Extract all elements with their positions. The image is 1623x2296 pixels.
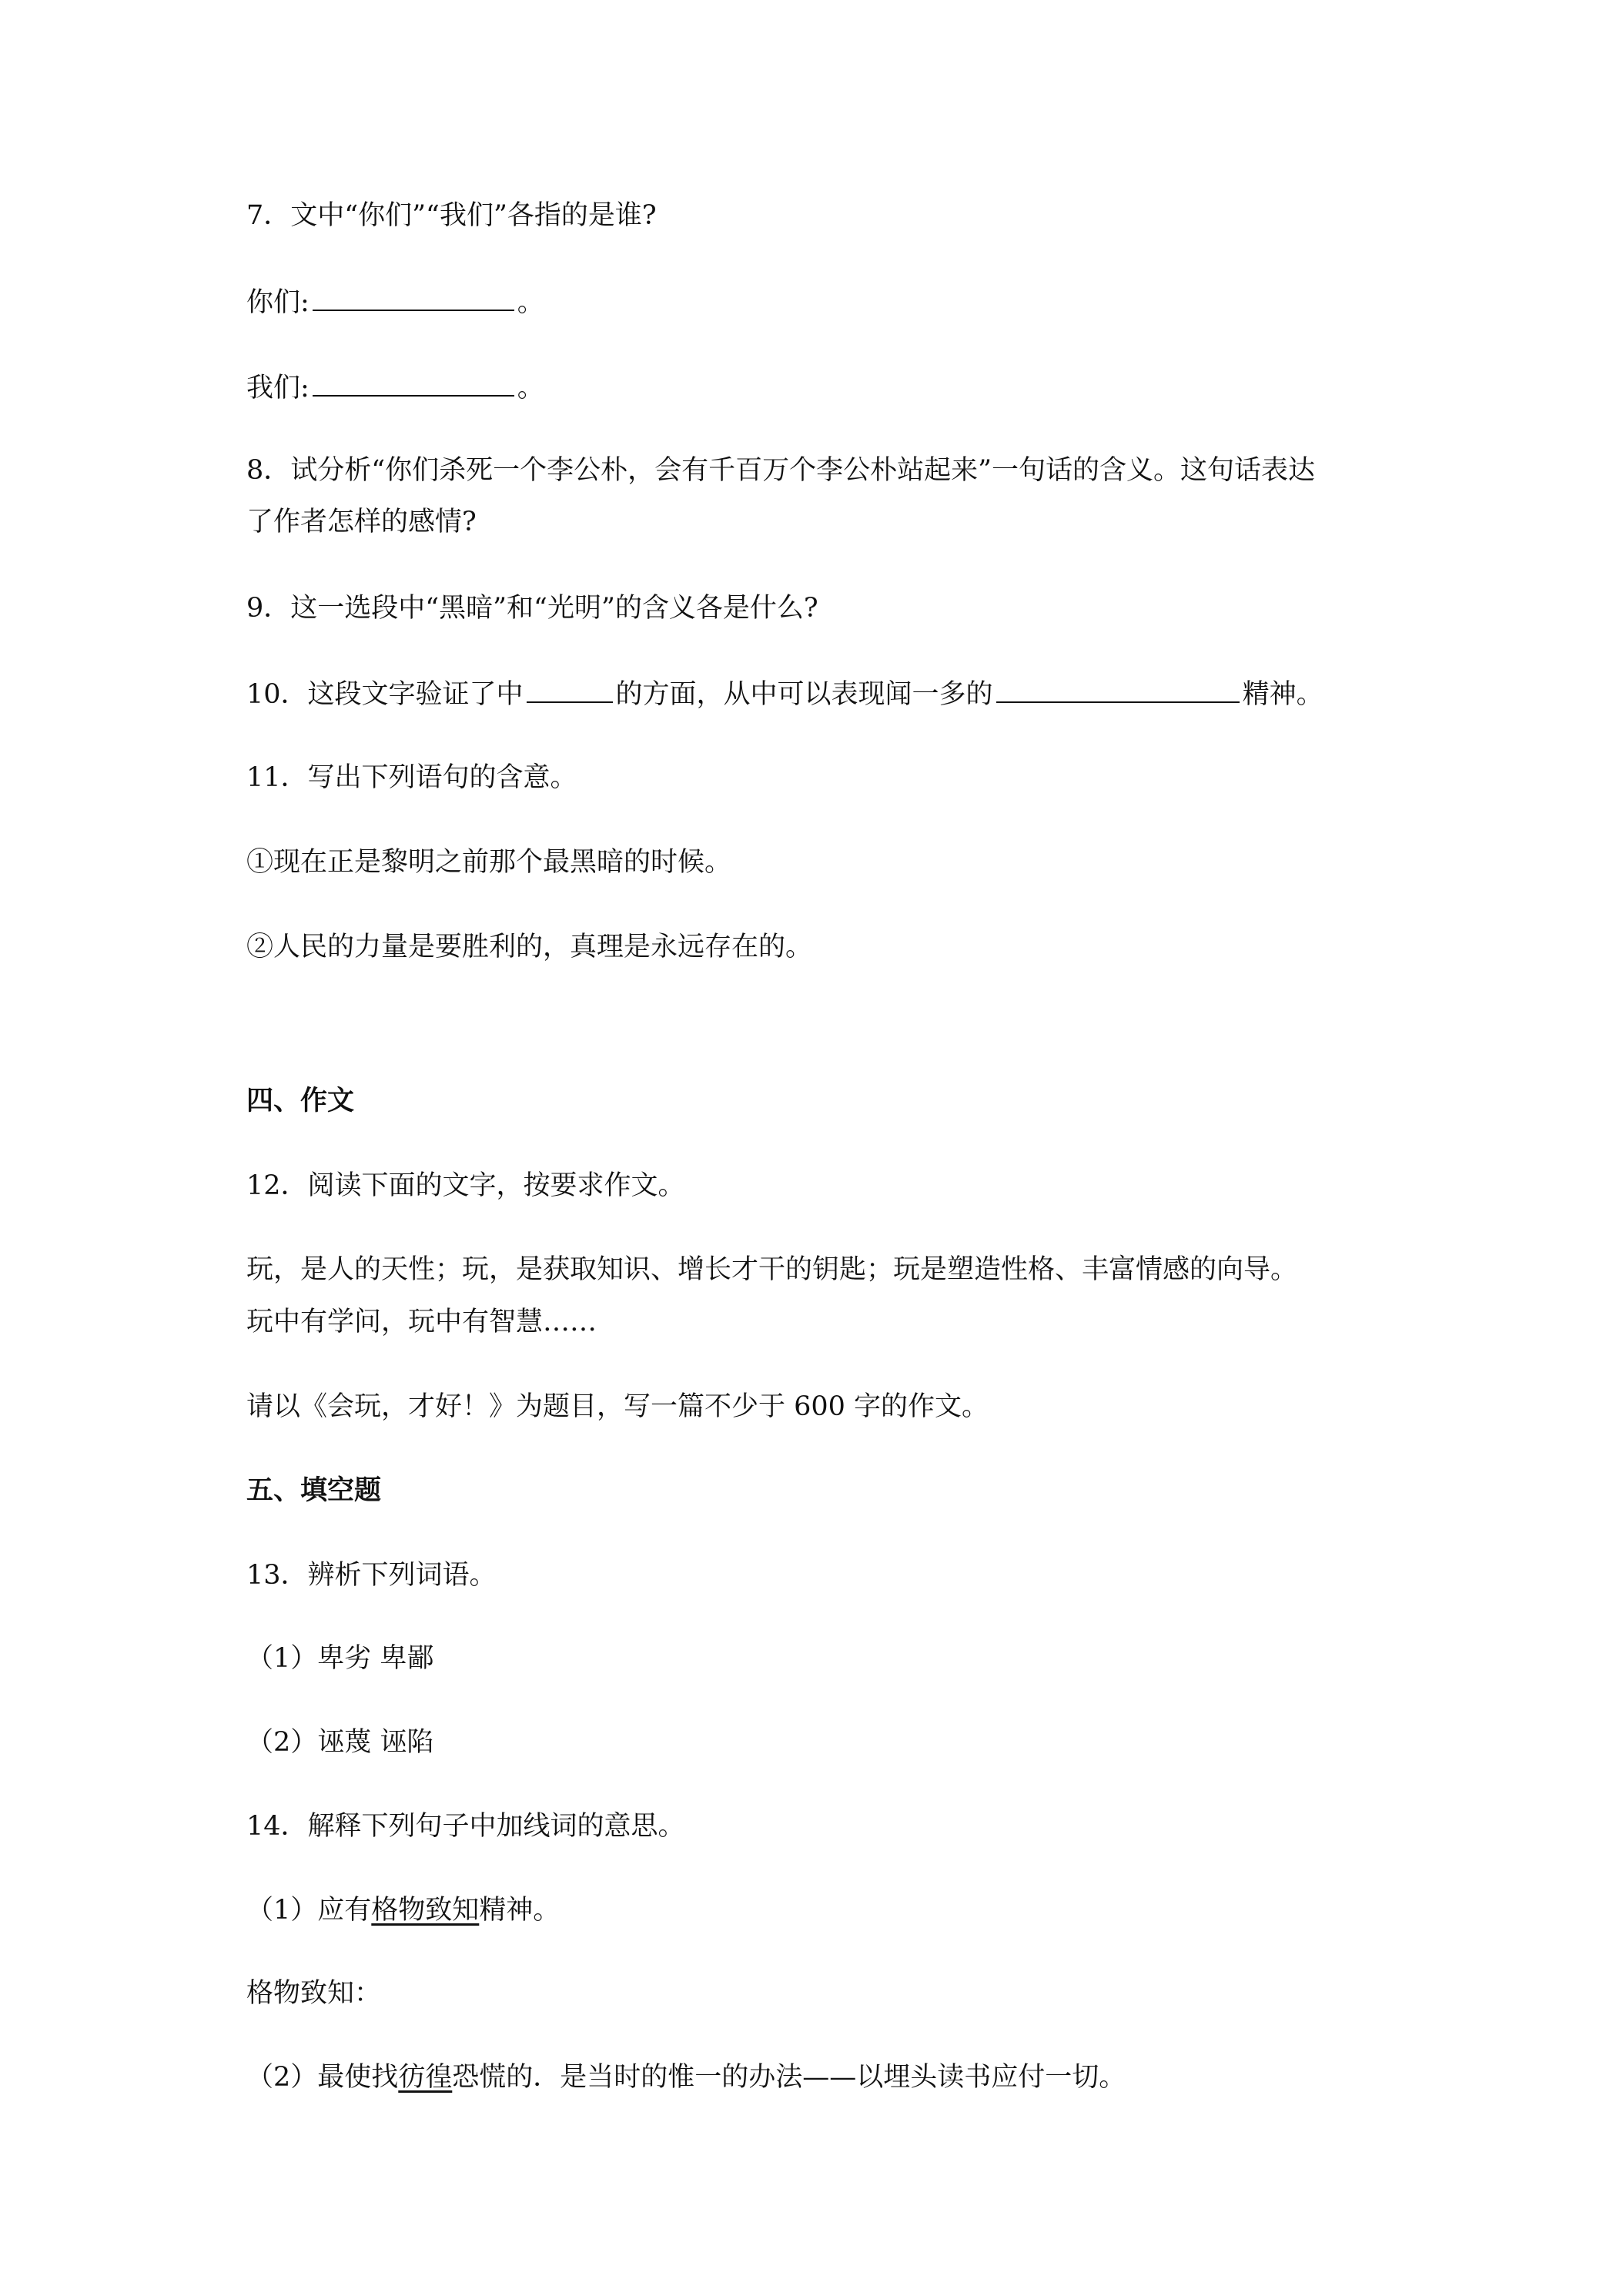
q10-blank-2[interactable]	[996, 674, 1240, 703]
q14-item-1	[246, 1890, 1392, 1930]
q11-sentence-1: ①现在正是黎明之前那个最黑暗的时候。	[246, 847, 732, 878]
question-12: 12．阅读下面的文字，按要求作文。	[246, 1170, 685, 1201]
q14-item-1-underlined-word: 格物致知	[371, 1895, 480, 1926]
section-heading-composition: 四、作文	[246, 1086, 355, 1116]
q11-sentence-2: ②人民的力量是要胜利的，真理是永远存在的。	[246, 932, 813, 962]
q7-answer-1-end: 。	[517, 287, 544, 318]
q14-item-2-suffix: 恐慌的．是当时的惟一的办法——以埋头读书应付一切。	[452, 2062, 1126, 2093]
question-13: 13．辨析下列词语。	[246, 1560, 497, 1591]
section-heading-fill-blank: 五、填空题	[246, 1475, 382, 1506]
question-10-part-3: 精神。	[1242, 679, 1323, 710]
q13-item-2: （2）诬蔑 诬陷	[246, 1727, 434, 1758]
question-10-part-1: 10．这段文字验证了中	[246, 679, 524, 710]
question-10-part-2: 的方面，从中可以表现闻一多的	[615, 679, 993, 710]
q12-paragraph-1-line-1: 玩，是人的天性；玩，是获取知识、增长才干的钥匙；玩是塑造性格、丰富情感的向导。	[246, 1254, 1298, 1285]
q12-paragraph-2: 请以《会玩，才好！》为题目，写一篇不少于 600 字的作文。	[246, 1391, 989, 1422]
question-11: 11．写出下列语句的含意。	[246, 762, 577, 793]
q7-answer-2-end: 。	[517, 373, 544, 403]
q14-item-1-answer: 格物致知：	[246, 1978, 382, 2009]
q10-blank-1[interactable]	[527, 674, 613, 703]
q14-item-2	[246, 2057, 1392, 2097]
q14-item-1-suffix: 精神。	[479, 1895, 561, 1926]
q14-item-1-prefix: （1）应有	[246, 1895, 372, 1926]
q13-item-1: （1）卑劣 卑鄙	[246, 1643, 434, 1674]
q7-answer-2-blank[interactable]	[313, 367, 514, 397]
question-14: 14．解释下列句子中加线词的意思。	[246, 1811, 685, 1842]
q7-answer-1-blank[interactable]	[313, 282, 514, 311]
q12-paragraph-1-line-2: 玩中有学问，玩中有智慧……	[246, 1307, 597, 1337]
q7-answer-2-label: 我们:	[246, 373, 310, 403]
q7-answer-1	[246, 282, 1392, 323]
question-8-line-2: 了作者怎样的感情?	[246, 507, 477, 537]
question-10	[246, 674, 1392, 715]
q7-answer-1-label: 你们:	[246, 287, 310, 318]
q7-answer-2	[246, 367, 1392, 408]
q14-item-2-prefix: （2）最使找	[246, 2062, 399, 2093]
question-8-line-1: 8．试分析“你们杀死一个李公朴，会有千百万个李公朴站起来”一句话的含义。这句话表达	[246, 455, 1316, 486]
question-7: 7．文中“你们”“我们”各指的是谁?	[246, 200, 657, 231]
question-9: 9．这一选段中“黑暗”和“光明”的含义各是什么?	[246, 593, 818, 624]
q14-item-2-underlined-word: 彷徨	[398, 2062, 453, 2093]
